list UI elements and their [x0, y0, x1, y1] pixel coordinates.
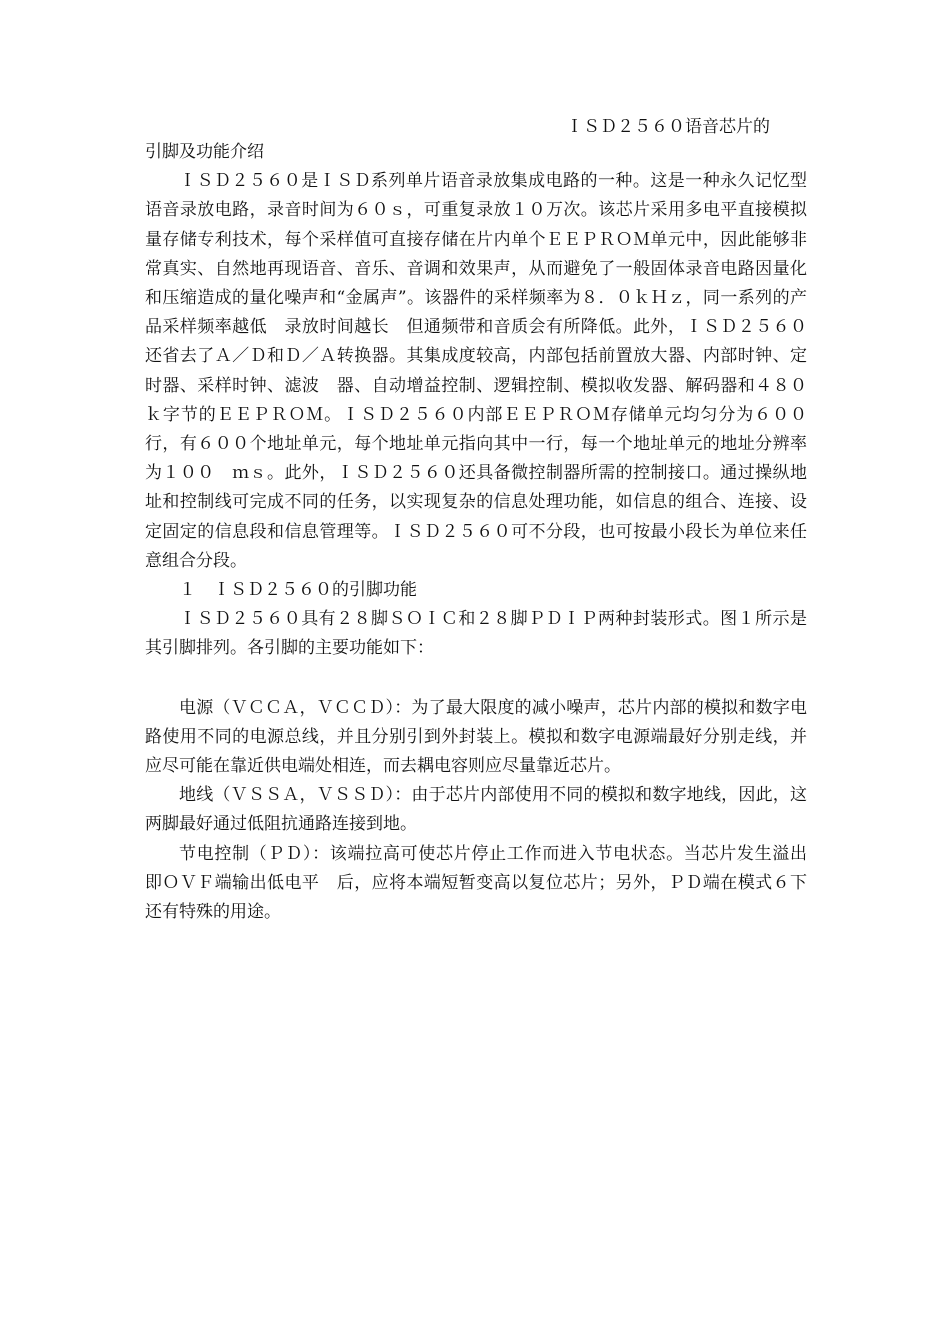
power-down-paragraph: 节电控制（ＰＤ）：该端拉高可使芯片停止工作而进入节电状态。当芯片发生溢出 即ＯＶＦ端输出低电平 后，应将本端短暂变高以复位芯片；另外，ＰＤ端在模式６下还有特殊的用途。: [145, 843, 824, 923]
title-line-2: 引脚及功能介绍: [145, 142, 264, 162]
power-paragraph: 电源（ＶＣＣＡ，ＶＣＣＤ）：为了最大限度的减小噪声，芯片内部的模拟和数字电路使用不同的电源总线，并且分别引到外封装上。模拟和数字电源端最好分别走线，并应尽可能在靠近供电端处相连，而去耦电容则应尽量靠近芯片。: [145, 697, 807, 777]
ground-paragraph: 地线（ＶＳＳＡ，ＶＳＳＤ）：由于芯片内部使用不同的模拟和数字地线，因此，这两脚最好通过低阻抗通路连接到地。: [145, 785, 807, 835]
document-body: [145, 138, 824, 927]
title-line-1: ＩＳＤ２５６０语音芯片的: [566, 117, 770, 137]
intro-paragraph: ＩＳＤ２５６０是ＩＳＤ系列单片语音录放集成电路的一种。这是一种永久记忆型语音录放电路，录音时间为６０ｓ，可重复录放１０万次。该芯片采用多电平直接模拟量存储专利技术，每个采样值可直接存储在片内单个ＥＥＰＲＯＭ单元中，因此能够非常真实、自然地再现语音、音乐、音调和效果声，从而避免了一般固体录音电路因量化和压缩造成的量化噪声和“金属声”。该器件的采样频率为８．０ｋＨｚ，同一系列的产品采样频率越低 录放时间越长 但通频带和音质会有所降低。此外，ＩＳＤ２５６０还省去了Ａ／Ｄ和Ｄ／Ａ转换器。其集成度较高，内部包括前置放大器、内部时钟、定时器、采样时钟、滤波 器、自动增益控制、逻辑控制、模拟收发器、解码器和４８０ ｋ字节的ＥＥＰＲＯＭ。ＩＳＤ２５６０内部ＥＥＰＲＯＭ存储单元均匀分为６００行，有６００个地址单元，每个地址单元指向其中一行，每一个地址单元的地址分辨率为１００ ｍｓ。此外，ＩＳＤ２５６０还具备微控制器所需的控制接口。通过操纵地址和控制线可完成不同的任务，以实现复杂的信息处理功能，如信息的组合、连接、设定固定的信息段和信息管理等。ＩＳＤ２５６０可不分段，也可按最小段长为单位来任意组合分段。: [145, 171, 824, 571]
section-heading: １ ＩＳＤ２５６０的引脚功能: [179, 580, 417, 601]
paragraph-gap: [145, 664, 807, 694]
pins-paragraph: ＩＳＤ２５６０具有２８脚ＳＯＩＣ和２８脚ＰＤＩＰ两种封装形式。图１所示是其引脚排列。各引脚的主要功能如下：: [145, 609, 807, 659]
